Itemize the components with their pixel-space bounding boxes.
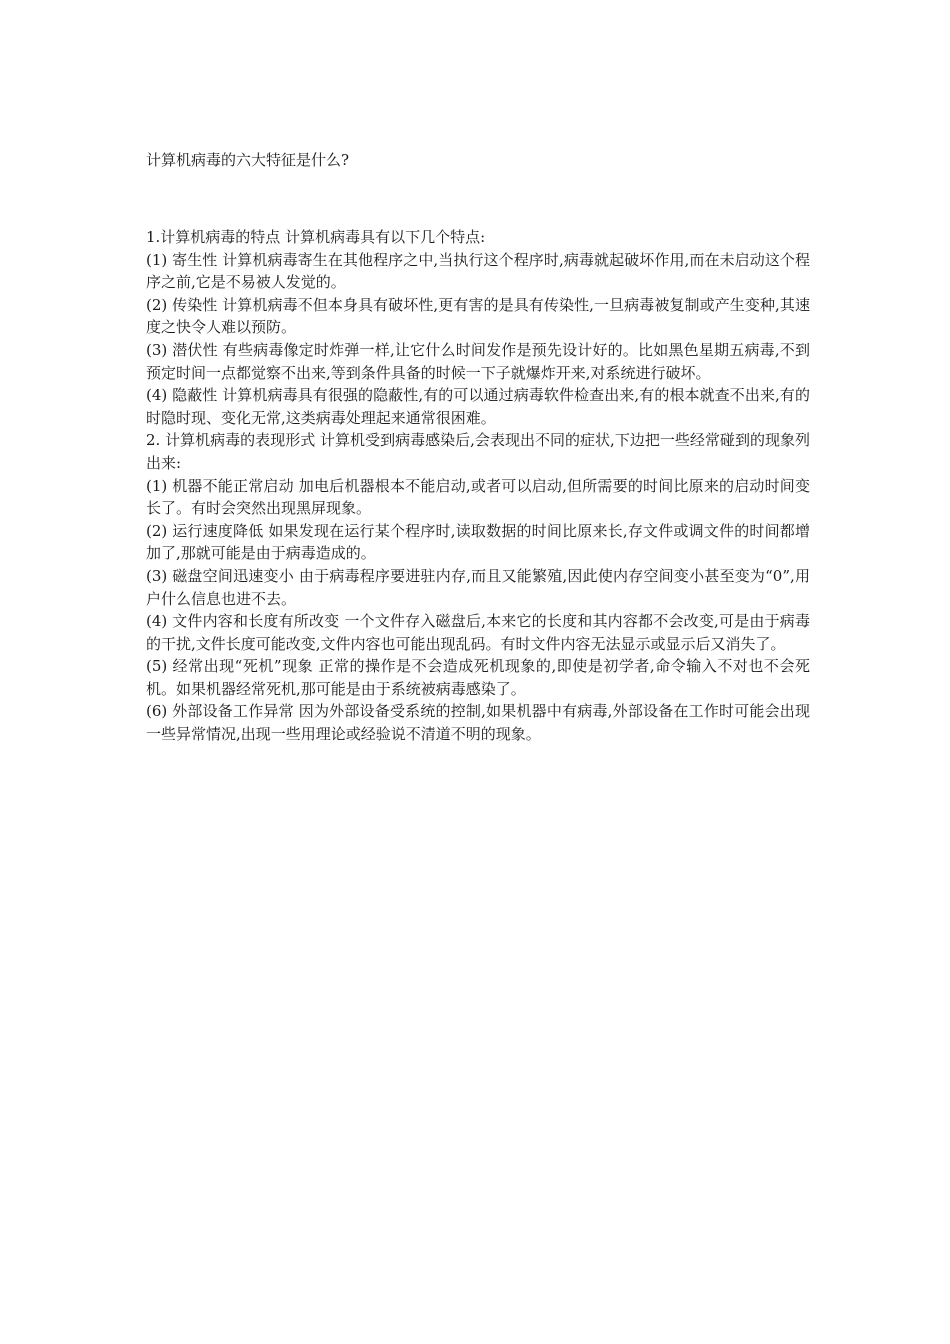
paragraph-latent: (3) 潜伏性 有些病毒像定时炸弹一样,让它什么时间发作是预先设计好的。比如黑色星期五病毒,不到预定时间一点都觉察不出来,等到条件具备的时候一下子就爆炸开来,对系统进行破坏。 bbox=[146, 340, 810, 382]
document-title: 计算机病毒的六大特征是什么? bbox=[146, 151, 350, 169]
paragraph-infectious: (2) 传染性 计算机病毒不但本身具有破坏性,更有害的是具有传染性,一旦病毒被复制或产生变种,其速度之快令人难以预防。 bbox=[146, 295, 810, 337]
paragraph-crash: (5) 经常出现“死机”现象 正常的操作是不会造成死机现象的,即使是初学者,命令输入不对也不会死机。如果机器经常死机,那可能是由于系统被病毒感染了。 bbox=[146, 657, 810, 698]
paragraph-boot-failure: (1) 机器不能正常启动 加电后机器根本不能启动,或者可以启动,但所需要的时间比原来的启动时间变长了。有时会突然出现黑屏现象。 bbox=[146, 476, 810, 518]
heading-virus-characteristics: 1.计算机病毒的特点 计算机病毒具有以下几个特点: bbox=[146, 228, 486, 246]
paragraph-disk-space: (3) 磁盘空间迅速变小 由于病毒程序要进驻内存,而且又能繁殖,因此使内存空间变小甚至变为“0”,用户什么信息也进不去。 bbox=[146, 566, 810, 608]
paragraph-slow-speed: (2) 运行速度降低 如果发现在运行某个程序时,读取数据的时间比原来长,存文件或调文件的时间都增加了,那就可能是由于病毒造成的。 bbox=[146, 521, 810, 563]
paragraph-concealed: (4) 隐蔽性 计算机病毒具有很强的隐蔽性,有的可以通过病毒软件检查出来,有的根本就查不出来,有的时隐时现、变化无常,这类病毒处理起来通常很困难。 bbox=[146, 386, 810, 427]
paragraph-peripheral: (6) 外部设备工作异常 因为外部设备受系统的控制,如果机器中有病毒,外部设备在工作时可能会出现一些异常情况,出现一些用理论或经验说不清道不明的现象。 bbox=[146, 702, 810, 744]
heading-virus-symptoms: 2. 计算机病毒的表现形式 计算机受到病毒感染后,会表现出不同的症状,下边把一些经常碰到的现象列出来: bbox=[146, 431, 810, 472]
document-body bbox=[146, 226, 810, 746]
paragraph-parasitic: (1) 寄生性 计算机病毒寄生在其他程序之中,当执行这个程序时,病毒就起破坏作用,而在未启动这个程序之前,它是不易被人发觉的。 bbox=[146, 250, 810, 292]
paragraph-file-change: (4) 文件内容和长度有所改变 一个文件存入磁盘后,本来它的长度和其内容都不会改变,可是由于病毒的干扰,文件长度可能改变,文件内容也可能出现乱码。有时文件内容无法显示或显示后又消失了。 bbox=[146, 612, 810, 653]
